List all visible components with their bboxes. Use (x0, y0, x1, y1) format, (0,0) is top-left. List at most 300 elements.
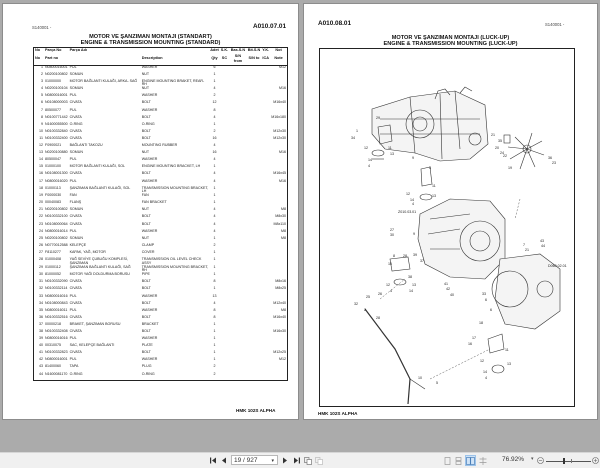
svg-text:13: 13 (432, 194, 436, 198)
header-part-no: Part no (44, 54, 69, 66)
zoom-dropdown-icon[interactable]: ▾ (531, 456, 534, 462)
cell-name-tr: CIVATA (69, 300, 82, 305)
cell-empty (229, 295, 247, 302)
header-qty: Qty (209, 54, 219, 66)
cell-part: N0108000064 (45, 221, 68, 226)
previous-page-button[interactable] (220, 455, 228, 466)
cell-empty (261, 223, 270, 230)
cell-qty: 8 (213, 314, 216, 319)
cell-no: 40 (39, 343, 43, 348)
cell-empty (220, 101, 229, 108)
cell-note: M16 (279, 150, 286, 155)
svg-text:3: 3 (429, 166, 431, 170)
cell-name-tr: PUL (69, 178, 77, 183)
svg-text:21: 21 (525, 248, 529, 252)
cell-note (270, 266, 287, 274)
cell-part: 00040083 (45, 200, 61, 205)
svg-text:29: 29 (376, 116, 380, 120)
cell-empty (261, 215, 270, 222)
cell-name-tr: O-RING (69, 371, 83, 376)
previous-view-button[interactable] (303, 455, 312, 466)
cell-name-tr: CIVATA (69, 279, 82, 284)
cell-no: 24 (39, 228, 43, 233)
cell-part: N0800016014 (45, 228, 68, 233)
cell-empty (229, 208, 247, 215)
svg-text:11: 11 (505, 348, 509, 352)
cell-desc: PLATE (141, 343, 153, 348)
cell-empty (220, 65, 229, 73)
cell-empty (261, 65, 270, 73)
exploded-diagram (319, 48, 575, 407)
cell-desc: BOLT (141, 221, 151, 226)
cell-note: M8 (281, 307, 286, 312)
cell-empty (229, 287, 247, 294)
cell-empty (247, 230, 261, 237)
cell-empty (247, 337, 261, 344)
cell-note: M16x40 (273, 100, 286, 105)
svg-text:30: 30 (390, 233, 394, 237)
cell-note (270, 365, 287, 372)
section-code: A010.07.01 (253, 23, 287, 30)
cell-empty (229, 251, 247, 258)
cell-note (270, 244, 287, 251)
cell-empty (247, 116, 261, 123)
cell-empty (247, 172, 261, 179)
cell-qty: 1 (213, 336, 216, 341)
page-number-input[interactable] (231, 455, 278, 465)
header-sc: SC (220, 54, 229, 66)
cell-part: N0800016020 (45, 178, 68, 183)
cell-qty: 8 (213, 279, 216, 284)
last-page-icon (293, 457, 300, 464)
cell-empty (220, 223, 229, 230)
cell-empty (261, 130, 270, 137)
cell-empty (220, 116, 229, 123)
zoom-slider-thumb[interactable] (563, 458, 565, 464)
cell-no: 29 (39, 264, 43, 269)
cell-qty: 1 (213, 328, 216, 333)
cell-empty (261, 244, 270, 251)
cell-name-tr: CIVATA (69, 286, 82, 291)
cell-qty: 4 (213, 214, 216, 219)
cell-qty: 4 (213, 221, 216, 226)
svg-text:18: 18 (479, 321, 483, 325)
cell-empty (229, 137, 247, 144)
cell-empty (220, 309, 229, 316)
cell-no: 12 (39, 143, 43, 148)
cell-qty: 2 (213, 371, 216, 376)
cell-part: N0200100802 (45, 235, 68, 240)
first-page-button[interactable] (209, 455, 218, 466)
cell-qty: 1 (213, 343, 216, 348)
previous-page-icon (221, 457, 227, 464)
zoom-level[interactable]: 76.92% (502, 456, 525, 463)
cell-empty (220, 244, 229, 251)
cell-desc: BRACKET (141, 321, 159, 326)
cell-empty (229, 373, 247, 381)
cell-desc: BOLT (141, 135, 151, 140)
cell-desc: PIPE (141, 272, 150, 277)
cell-empty (220, 144, 229, 151)
cell-empty (247, 266, 261, 274)
cell-empty (229, 130, 247, 137)
cell-empty (220, 287, 229, 294)
cell-no: 8 (41, 114, 43, 119)
cell-name-tr: CIVATA (69, 350, 82, 355)
two-page-icon (466, 457, 475, 465)
cell-empty (220, 80, 229, 88)
cell-desc: BOLT (141, 114, 151, 119)
cell-empty (220, 330, 229, 337)
cell-empty (229, 258, 247, 266)
single-page-icon (444, 457, 451, 465)
cell-qty: 13 (212, 293, 217, 298)
cell-empty (229, 80, 247, 88)
cell-name-tr: CIVATA (69, 171, 82, 176)
cell-part: N0200100802 (45, 207, 68, 212)
cell-qty: 1 (213, 193, 216, 198)
cell-name-tr: YAĞ SEVİYE ÇUBUĞU KOMPLESİ, ŞANZIMAN (69, 257, 128, 265)
cell-name-tr: FLANŞ (69, 200, 82, 205)
cell-part: N0800016001 (45, 93, 68, 98)
cell-empty (247, 295, 261, 302)
svg-text:4: 4 (412, 202, 414, 206)
cell-note: M12x25 (273, 350, 286, 355)
cell-empty (261, 258, 270, 266)
cell-empty (229, 151, 247, 158)
svg-text:14: 14 (410, 198, 414, 202)
cell-empty (261, 323, 270, 330)
cell-empty (247, 351, 261, 358)
cell-desc: TRANSMISSION MOUNTING BRACKET, RH (141, 264, 209, 273)
cell-note: M8 (281, 207, 286, 212)
svg-text:2: 2 (364, 308, 366, 312)
cell-empty (229, 344, 247, 351)
cell-name-tr: TAPA (69, 364, 79, 369)
cell-no: 37 (39, 321, 43, 326)
cell-empty (220, 180, 229, 187)
cell-name-tr: SOMUN (69, 207, 83, 212)
cell-note (270, 73, 287, 80)
cell-no: 19 (39, 193, 43, 198)
cell-part: N0800016011 (45, 307, 68, 312)
zoom-in-button[interactable] (591, 455, 600, 466)
zoom-slider[interactable] (546, 461, 591, 462)
cell-empty (220, 94, 229, 101)
cell-note (270, 258, 287, 266)
cell-no: 32 (39, 286, 43, 291)
cell-empty (220, 137, 229, 144)
svg-text:7: 7 (523, 243, 525, 247)
cell-empty (247, 223, 261, 230)
next-view-icon (315, 457, 323, 465)
cell-empty (229, 358, 247, 365)
cell-qty: 2 (213, 93, 216, 98)
cell-desc: MOUNTING RUBBER (141, 143, 178, 148)
cell-part: N0108000843 (45, 300, 68, 305)
cell-empty (261, 109, 270, 116)
cell-empty (220, 194, 229, 201)
cell-name-tr: KAPAK, YAĞ, MOTOR (69, 249, 106, 254)
cell-empty (229, 302, 247, 309)
cell-note: M8x110 (273, 221, 286, 226)
cell-desc: WASHER (141, 64, 158, 69)
cell-qty: 1 (213, 257, 216, 262)
cell-qty: 4 (213, 143, 216, 148)
cell-empty (220, 158, 229, 165)
cell-no: 4 (41, 86, 43, 91)
svg-text:24: 24 (500, 151, 504, 155)
title-turkish: MOTOR VE ŞANZIMAN MONTAJI (LUCK-UP) (391, 35, 510, 41)
cell-name-tr: PUL (69, 293, 77, 298)
cell-desc: WASHER (141, 157, 158, 162)
cell-part: 01000408 (45, 257, 61, 262)
cell-part: N0200100880 (45, 150, 68, 155)
svg-text:16: 16 (468, 342, 472, 346)
cell-qty: 1 (213, 264, 216, 269)
cell-desc: NUT (141, 86, 150, 91)
cell-part: N0100332114 (45, 286, 68, 291)
cell-empty (229, 230, 247, 237)
svg-text:13: 13 (412, 283, 416, 287)
cell-note (270, 373, 287, 381)
cell-note (270, 337, 287, 344)
cell-empty (261, 87, 270, 94)
cell-empty (261, 116, 270, 123)
zoom-out-icon (537, 457, 544, 464)
cell-desc: NUT (141, 71, 150, 76)
cell-note: M8x30 (275, 214, 286, 219)
cell-empty (247, 358, 261, 365)
cell-empty (220, 172, 229, 179)
cell-desc: BOLT (141, 314, 151, 319)
cell-empty (220, 130, 229, 137)
cell-empty (229, 101, 247, 108)
cell-empty (229, 280, 247, 287)
cell-no: 31 (39, 279, 43, 284)
cell-empty (247, 244, 261, 251)
header-part-name: Parça Adı (69, 48, 87, 52)
cell-empty (247, 65, 261, 73)
svg-text:23: 23 (552, 161, 556, 165)
table-header-row (34, 54, 288, 66)
cell-no: 17 (39, 178, 43, 183)
next-page-button[interactable] (281, 455, 289, 466)
cell-part: N0800016016 (45, 336, 68, 341)
cell-empty (261, 165, 270, 172)
two-page-view-button[interactable] (465, 455, 476, 466)
cell-empty (247, 101, 261, 108)
cell-no: 13 (39, 150, 43, 155)
cell-qty: 1 (213, 321, 216, 326)
cell-part: 81000052 (45, 272, 61, 277)
cell-empty (261, 365, 270, 372)
last-page-button[interactable] (292, 455, 301, 466)
cell-empty (220, 280, 229, 287)
cell-name-tr: SOMUN (69, 71, 83, 76)
cell-empty (247, 287, 261, 294)
left-page (2, 3, 299, 420)
svg-text:40: 40 (450, 293, 454, 297)
cell-part: 01000112 (45, 264, 61, 269)
single-page-view-button[interactable] (443, 455, 452, 466)
svg-text:13: 13 (390, 152, 394, 156)
cell-empty (247, 251, 261, 258)
table-row (34, 373, 288, 381)
cell-note: M12x30 (273, 135, 286, 140)
svg-text:8: 8 (393, 254, 395, 258)
cell-qty: 4 (213, 228, 216, 233)
two-page-continuous-icon (479, 457, 487, 465)
cell-no: 39 (39, 336, 43, 341)
cell-empty (229, 65, 247, 73)
cell-no: 10 (39, 128, 43, 133)
cell-empty (229, 365, 247, 372)
cell-desc: TRANSMISSION MOUNTING BRACKET, LH (141, 185, 209, 194)
svg-text:28: 28 (403, 254, 407, 258)
cell-desc: WASHER (141, 107, 158, 112)
cell-empty (261, 137, 270, 144)
cell-empty (247, 144, 261, 151)
cell-empty (229, 165, 247, 172)
cell-empty (247, 237, 261, 244)
first-page-icon (210, 457, 217, 464)
cell-name-tr: FAN (69, 193, 77, 198)
cell-no: 27 (39, 249, 43, 254)
cell-no: 5 (41, 93, 43, 98)
cell-desc: FAN (141, 193, 149, 198)
cell-empty (220, 273, 229, 280)
model-footer: HMK 102S ALPHA (236, 408, 276, 413)
svg-text:34: 34 (351, 136, 355, 140)
svg-text:36: 36 (548, 156, 552, 160)
cell-empty (261, 208, 270, 215)
cell-part: N0800016016 (45, 293, 68, 298)
cell-empty (229, 237, 247, 244)
cell-empty (261, 337, 270, 344)
cell-name-tr: PUL (69, 307, 77, 312)
cell-part: N0800016001 (45, 357, 68, 362)
cell-part: N0108000003 (45, 100, 68, 105)
cell-name-tr: SOMUN (69, 150, 83, 155)
cell-empty (247, 80, 261, 88)
cell-name-tr: BRAKET, ŞANZIMAN BORUSU (69, 321, 121, 326)
svg-text:44: 44 (541, 244, 545, 248)
cell-empty (229, 201, 247, 208)
cell-qty: 1 (213, 121, 216, 126)
cell-empty (220, 109, 229, 116)
cell-part: F8110277 (45, 249, 61, 254)
cell-name-tr: CIVATA (69, 314, 82, 319)
zoom-in-icon (592, 457, 599, 464)
svg-text:41: 41 (444, 282, 448, 286)
cell-name-tr: SOMUN (69, 86, 83, 91)
cell-empty (247, 158, 261, 165)
cell-desc: FAN BRACKET (141, 200, 167, 205)
cell-empty (261, 302, 270, 309)
cell-no: 28 (39, 257, 43, 262)
cell-empty (261, 158, 270, 165)
cell-no: 2 (41, 71, 43, 76)
cell-part: N1600055500 (45, 121, 68, 126)
cell-desc: BOLT (141, 286, 151, 291)
cell-no: 21 (39, 207, 43, 212)
title-english: ENGINE & TRANSMISSION MOUNTING (STANDARD) (80, 40, 221, 46)
cell-empty (229, 187, 247, 195)
next-view-button[interactable] (314, 455, 323, 466)
cell-name-tr: MOTOR YAĞI DOLDURMA BORUSU (69, 272, 130, 277)
cell-empty (229, 94, 247, 101)
cell-empty (220, 351, 229, 358)
cell-name-tr: PUL (69, 336, 77, 341)
cell-note: M12 (279, 357, 286, 362)
cell-empty (247, 137, 261, 144)
cell-part: N0100332408 (45, 328, 68, 333)
zoom-out-button[interactable] (536, 455, 545, 466)
cell-part: N0770012588 (45, 242, 68, 247)
cell-name-tr: MOTOR BAĞLANTI KULAĞI, SOL (69, 164, 126, 169)
cell-name-tr: ŞANZIMAN BAĞLANTI KULAĞI, SAĞ (69, 264, 131, 269)
svg-text:12: 12 (386, 283, 390, 287)
cell-part: F0000030 (45, 193, 62, 198)
cell-part: 80500077 (45, 107, 61, 112)
zoom-slider-tick (571, 459, 572, 463)
svg-text:17: 17 (472, 336, 476, 340)
cell-empty (220, 358, 229, 365)
header-sn-to: S/N to (247, 54, 261, 66)
cell-empty (220, 302, 229, 309)
cell-empty (229, 73, 247, 80)
svg-text:15: 15 (388, 262, 392, 266)
cell-part: N0200100802 (45, 71, 68, 76)
cell-no: 35 (39, 307, 43, 312)
cell-empty (261, 73, 270, 80)
cell-desc: BOLT (141, 300, 151, 305)
cell-note: M8x16 (275, 279, 286, 284)
cell-desc: WASHER (141, 357, 158, 362)
cell-qty: 4 (213, 114, 216, 119)
dropdown-arrow-icon[interactable]: ▾ (271, 458, 274, 464)
title-english: ENGINE & TRANSMISSION MOUNTING (LUCK-UP) (383, 41, 518, 47)
cell-note: M16x180 (271, 114, 286, 119)
cell-note: M12 (279, 64, 286, 69)
cell-name-tr: CIVATA (69, 135, 82, 140)
cell-empty (220, 337, 229, 344)
cell-desc: PLUG (141, 364, 152, 369)
cell-empty (247, 109, 261, 116)
cell-no: 1 (41, 64, 43, 69)
parts-table-body (34, 65, 288, 380)
cell-desc: WASHER (141, 228, 158, 233)
two-page-continuous-button[interactable] (478, 455, 487, 466)
cell-desc: WASHER (141, 178, 158, 183)
cell-empty (261, 237, 270, 244)
cell-desc: NUT (141, 235, 150, 240)
cell-no: 3 (41, 78, 43, 83)
continuous-view-button[interactable] (454, 455, 463, 466)
cell-empty (229, 194, 247, 201)
cell-empty (261, 194, 270, 201)
cell-empty (229, 87, 247, 94)
cell-empty (261, 101, 270, 108)
cell-qty: 1 (213, 164, 216, 169)
svg-text:32: 32 (354, 302, 358, 306)
cell-empty (247, 180, 261, 187)
cell-no: 44 (39, 371, 43, 376)
header-no: No (35, 48, 41, 52)
header-sc: S.K. (220, 48, 229, 52)
cell-empty (247, 151, 261, 158)
